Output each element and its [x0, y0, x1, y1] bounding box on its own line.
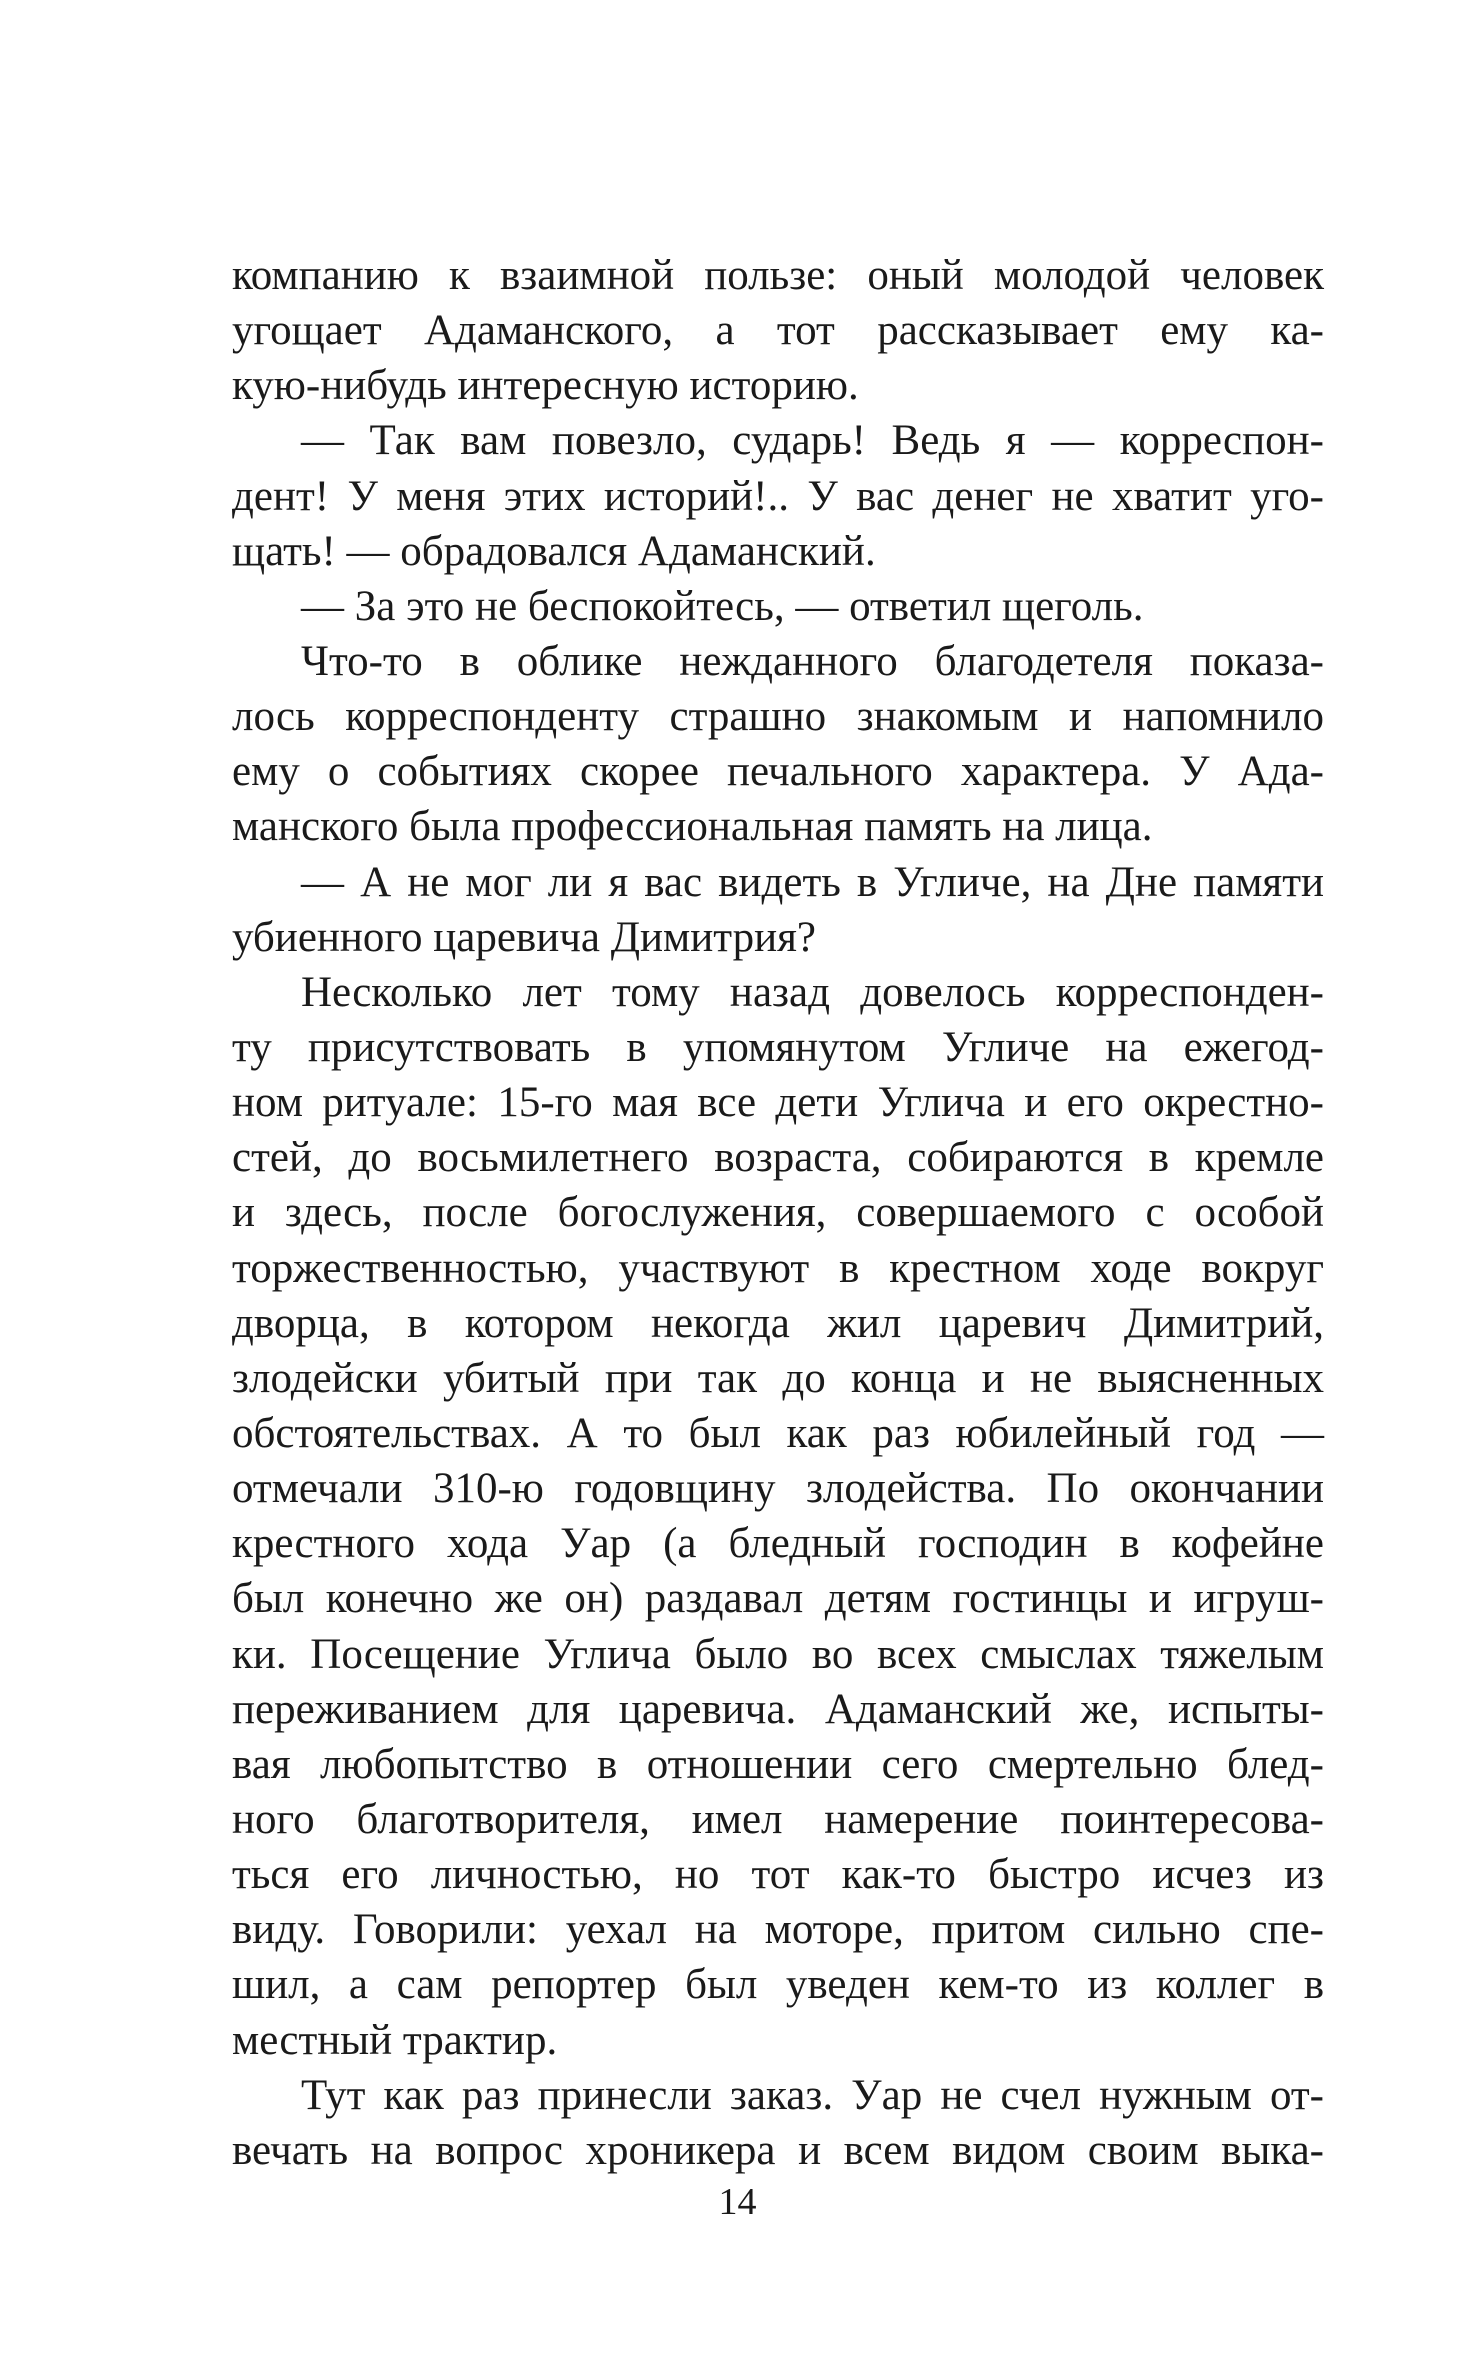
text-line: щать! — обрадовался Адаманский.	[232, 527, 876, 575]
text-line: вечать на вопрос хроникера и всем видом своим выка-	[232, 2126, 1324, 2174]
text-line: отмечали 310-ю годовщину злодейства. По окончании	[232, 1465, 1324, 1513]
text-line: шил, а сам репортер был уведен кем-то из коллег в	[232, 1961, 1324, 2009]
text-line: ему о событиях скорее печального характера. У Ада-	[232, 748, 1324, 796]
text-line: ном ритуале: 15-го мая все дети Углича и его окрестно-	[232, 1079, 1324, 1127]
text-line: лось корреспонденту страшно знакомым и напомнило	[232, 693, 1324, 741]
text-line: злодейски убитый при так до конца и не выясненных	[232, 1354, 1324, 1402]
text-line: виду. Говорили: уехал на моторе, притом сильно спе-	[232, 1906, 1324, 1954]
text-line: компанию к взаимной пользе: оный молодой человек	[232, 252, 1324, 299]
text-line: стей, до восьмилетнего возраста, собираются в кремле	[232, 1134, 1324, 1182]
page-number: 14	[718, 2181, 757, 2223]
text-line: обстоятельствах. А то был как раз юбилейный год —	[232, 1409, 1324, 1457]
text-line: угощает Адаманского, а тот рассказывает ему ка-	[232, 307, 1324, 355]
text-line: — Так вам повезло, сударь! Ведь я — корреспон-	[301, 417, 1324, 465]
text-line: Что-то в облике нежданного благодетеля показа-	[301, 637, 1324, 685]
text-line: был конечно же он) раздавал детям гостинцы и игруш-	[232, 1575, 1324, 1623]
text-line: ту присутствовать в упомянутом Угличе на ежегод-	[232, 1023, 1324, 1071]
text-line: переживанием для царевича. Адаманский же, испыты-	[232, 1685, 1324, 1733]
text-line: ки. Посещение Углича было во всех смыслах тяжелым	[232, 1630, 1324, 1678]
text-line: Несколько лет тому назад довелось корреспонден-	[301, 968, 1324, 1016]
text-line: крестного хода Уар (а бледный господин в кофейне	[232, 1520, 1324, 1568]
text-line: и здесь, после богослужения, совершаемого с особой	[232, 1189, 1324, 1237]
text-line: — А не мог ли я вас видеть в Угличе, на Дне памяти	[301, 858, 1324, 906]
text-line: вая любопытство в отношении сего смертельно блед-	[232, 1740, 1324, 1788]
text-line: местный трактир.	[232, 2016, 558, 2064]
text-line: Тут как раз принесли заказ. Уар не счел нужным от-	[301, 2071, 1324, 2119]
text-line: дент! У меня этих историй!.. У вас денег не хватит уго-	[232, 472, 1324, 520]
text-line: — За это не беспокойтесь, — ответил щеголь.	[301, 582, 1144, 630]
text-line: торжественностью, участвуют в крестном ходе вокруг	[232, 1244, 1324, 1292]
text-line: манского была профессиональная память на лица.	[232, 803, 1153, 851]
text-line: дворца, в котором некогда жил царевич Димитрий,	[232, 1299, 1324, 1347]
body-text	[232, 248, 1324, 2178]
text-line: ного благотворителя, имел намерение поинтересова-	[232, 1795, 1324, 1843]
text-line: кую-нибудь интересную историю.	[232, 362, 859, 410]
text-line: ться его личностью, но тот как-то быстро исчез из	[232, 1851, 1324, 1899]
text-line: убиенного царевича Димитрия?	[232, 913, 816, 961]
